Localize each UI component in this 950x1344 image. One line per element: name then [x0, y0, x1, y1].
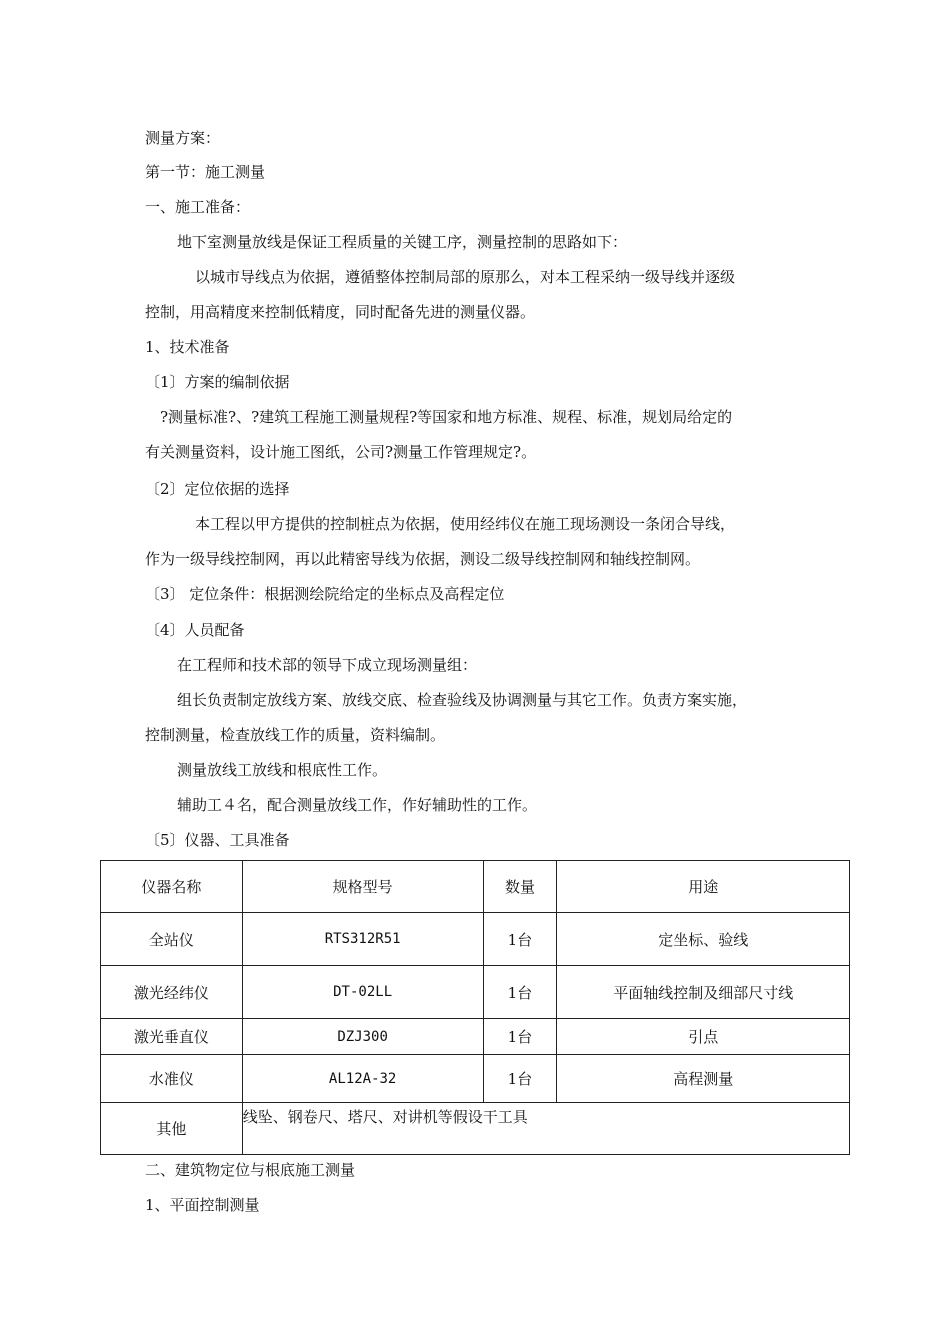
table-cell: AL12A-32 — [242, 1055, 483, 1103]
table-cell: 全站仪 — [101, 913, 243, 966]
subheading: 〔2〕定位依据的选择 — [145, 480, 290, 498]
table-header-cell: 数量 — [483, 861, 557, 913]
doc-title: 测量方案： — [145, 129, 221, 147]
paragraph: 测量放线工放线和根底性工作。 — [177, 761, 388, 779]
table-cell-other-tools: 线坠、钢卷尺、塔尺、对讲机等假设干工具 — [242, 1103, 849, 1155]
table-cell: 定坐标、验线 — [557, 913, 850, 966]
subheading: 〔1〕方案的编制依据 — [145, 373, 290, 391]
table-cell: DT-02LL — [242, 966, 483, 1019]
subheading: 〔4〕人员配备 — [145, 621, 245, 639]
paragraph: 控制，用高精度来控制低精度，同时配备先进的测量仪器。 — [145, 303, 536, 321]
table-row — [101, 1019, 850, 1055]
table-cell: 激光垂直仪 — [101, 1019, 243, 1055]
table-cell: 水准仪 — [101, 1055, 243, 1103]
heading-technical-prep: 1、技术准备 — [145, 338, 230, 356]
heading-building-positioning: 二、建筑物定位与根底施工测量 — [145, 1161, 356, 1179]
paragraph: 本工程以甲方提供的控制桩点为依据，使用经纬仪在施工现场测设一条闭合导线， — [195, 515, 736, 533]
table-header-cell: 仪器名称 — [101, 861, 243, 913]
table-header-cell: 用途 — [557, 861, 850, 913]
table-cell: 高程测量 — [557, 1055, 850, 1103]
section-heading: 第一节：施工测量 — [145, 163, 266, 181]
paragraph: ?测量标准?、?建筑工程施工测量规程?等国家和地方标准、规程、标准，规划局给定的 — [160, 408, 733, 426]
table-cell: 1台 — [483, 1055, 557, 1103]
paragraph: 在工程师和技术部的领导下成立现场测量组： — [177, 656, 478, 674]
instrument-table — [100, 860, 850, 1155]
table-cell: DZJ300 — [242, 1019, 483, 1055]
subheading: 〔5〕仪器、工具准备 — [145, 831, 290, 849]
paragraph: 组长负责制定放线方案、放线交底、检查验线及协调测量与其它工作。负责方案实施， — [177, 691, 748, 709]
table-header-row — [101, 861, 850, 913]
paragraph: 作为一级导线控制网，再以此精密导线为依据，测设二级导线控制网和轴线控制网。 — [145, 550, 701, 568]
heading-plane-control: 1、平面控制测量 — [145, 1196, 260, 1214]
heading-construction-prep: 一、施工准备： — [145, 198, 251, 216]
table-cell: 1台 — [483, 966, 557, 1019]
table-header-cell: 规格型号 — [242, 861, 483, 913]
table-cell: 引点 — [557, 1019, 850, 1055]
paragraph: 地下室测量放线是保证工程质量的关键工序，测量控制的思路如下： — [177, 233, 628, 251]
paragraph: 控制测量，检查放线工作的质量，资料编制。 — [145, 726, 446, 744]
table-row — [101, 913, 850, 966]
paragraph: 有关测量资料，设计施工图纸，公司?测量工作管理规定?。 — [145, 443, 537, 461]
table-row — [101, 966, 850, 1019]
table-cell: 激光经纬仪 — [101, 966, 243, 1019]
table-row — [101, 1055, 850, 1103]
table-cell: RTS312R51 — [242, 913, 483, 966]
table-cell: 1台 — [483, 913, 557, 966]
table-cell: 平面轴线控制及细部尺寸线 — [557, 966, 850, 1019]
subheading: 〔3〕 定位条件：根据测绘院给定的坐标点及高程定位 — [145, 585, 505, 603]
paragraph: 以城市导线点为依据，遵循整体控制局部的原那么，对本工程采纳一级导线并逐级 — [195, 268, 736, 286]
table-cell: 其他 — [101, 1103, 243, 1155]
table-row-other — [101, 1103, 850, 1155]
table-cell: 1台 — [483, 1019, 557, 1055]
paragraph: 辅助工４名，配合测量放线工作，作好辅助性的工作。 — [177, 796, 538, 814]
